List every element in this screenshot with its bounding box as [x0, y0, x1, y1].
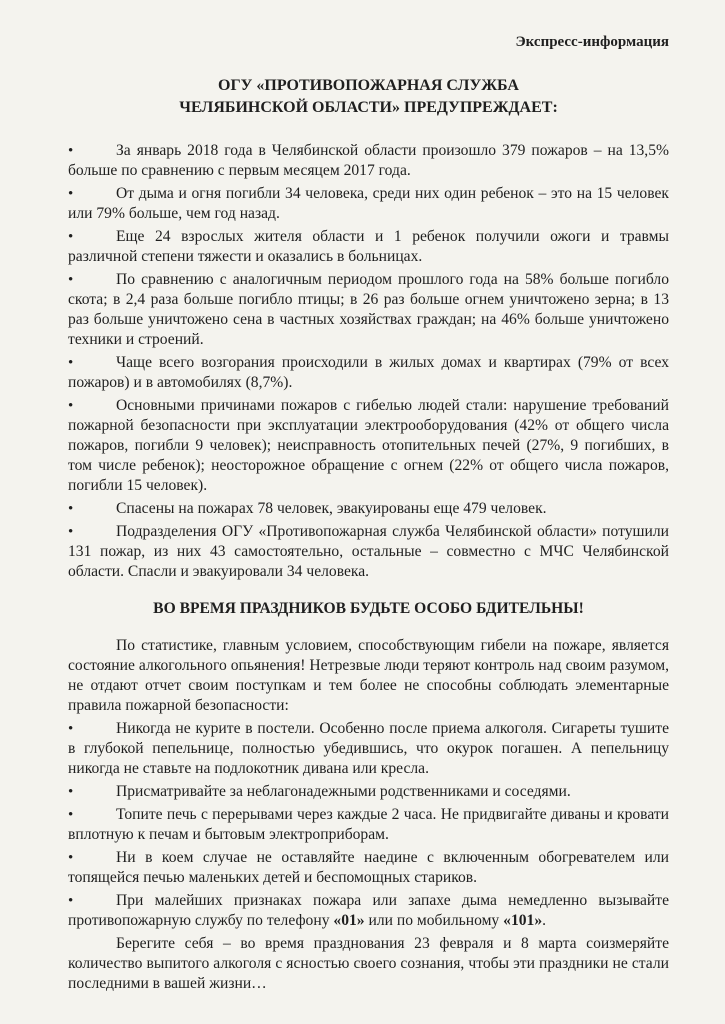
- emergency-call-item: [68, 891, 669, 931]
- stat-item-7: • Спасены на пожарах 78 человек, эвакуированы еще 479 человек.: [68, 499, 669, 519]
- section-title: ВО ВРЕМЯ ПРАЗДНИКОВ БУДЬТЕ ОСОБО БДИТЕЛЬНЫ!: [153, 600, 584, 617]
- emergency-text-after: .: [542, 912, 547, 929]
- title-line-2: ЧЕЛЯБИНСКОЙ ОБЛАСТИ» ПРЕДУПРЕЖДАЕТ:: [179, 99, 558, 116]
- rule-item-3: • Топите печь с перерывами через каждые 2 часа. Не придвигайте диваны и кровати вплотную к печам и бытовым электроприборам.: [68, 805, 669, 845]
- rule-item-2: • Присматривайте за неблагонадежными родственниками и соседями.: [68, 782, 669, 802]
- rule-item-4: • Ни в коем случае не оставляйте наедине с включенным обогревателем или топящейся печью маленьких детей и беспомощных стариков.: [68, 848, 669, 888]
- phone-number: «01»: [333, 912, 365, 929]
- title-line-1: ОГУ «ПРОТИВОПОЖАРНАЯ СЛУЖБА: [218, 77, 519, 94]
- document-type-label: Экспресс-информация: [515, 34, 669, 50]
- stat-item-5: • Чаще всего возгорания происходили в жилых домах и квартирах (79% от всех пожаров) и в автомобилях (8,7%).: [68, 353, 669, 393]
- mobile-number: «101»: [503, 912, 543, 929]
- statistics-list: [68, 141, 669, 582]
- stat-item-3: • Еще 24 взрослых жителя области и 1 ребенок получили ожоги и травмы различной степени тяжести и оказались в больницах.: [68, 227, 669, 267]
- stat-item-4: • По сравнению с аналогичным периодом прошлого года на 58% больше погибло скота; в 2,4 раза больше погибло птицы; в 26 раз больше огнем уничтожено зерна; в 13 раз больше уничтожено сена в частных хозяйствах граждан; на 46% больше уничтожено техники и строений.: [68, 270, 669, 350]
- emergency-text-before: При малейших признаках пожара или запахе дыма немедленно вызывайте противопожарную службу по телефону: [68, 892, 669, 929]
- safety-rules-list: [68, 719, 669, 931]
- stat-item-6: • Основными причинами пожаров с гибелью людей стали: нарушение требований пожарной безопасности при эксплуатации электрооборудования (42% от общего числа пожаров, погибли 9 человек); неисправность отопительных печей (27%, 9 погибших, в том числе ребенок); неосторожное обращение с огнем (22% от общего числа пожаров, погибли 15 человек).: [68, 396, 669, 496]
- stat-item-1: • За январь 2018 года в Челябинской области произошло 379 пожаров – на 13,5% больше по сравнению с первым месяцем 2017 года.: [68, 141, 669, 181]
- stat-item-2: • От дыма и огня погибли 34 человека, среди них один ребенок – это на 15 человек или 79% больше, чем год назад.: [68, 184, 669, 224]
- closing-paragraph: Берегите себя – во время празднования 23 февраля и 8 марта соизмеряйте количество выпитого алкоголя с ясностью своего сознания, чтобы эти праздники не стали последними в вашей жизни…: [68, 935, 669, 992]
- emergency-text-middle: или по мобильному: [364, 912, 504, 929]
- document-title: [68, 75, 669, 119]
- stat-item-8: • Подразделения ОГУ «Противопожарная служба Челябинской области» потушили 131 пожар, из них 43 самостоятельно, остальные – совместно с МЧС Челябинской области. Спасли и эвакуировали 34 человека.: [68, 522, 669, 582]
- intro-paragraph: По статистике, главным условием, способствующим гибели на пожаре, является состояние алкогольного опьянения! Нетрезвые люди теряют контроль над своим разумом, не отдают отчет своим поступкам и тем более не способны соблюдать элементарные правила пожарной безопасности:: [68, 637, 669, 714]
- rule-item-1: • Никогда не курите в постели. Особенно после приема алкоголя. Сигареты тушите в глубокой пепельнице, полностью убедившись, что окурок погашен. А пепельницу никогда не ставьте на подлокотник дивана или кресла.: [68, 719, 669, 779]
